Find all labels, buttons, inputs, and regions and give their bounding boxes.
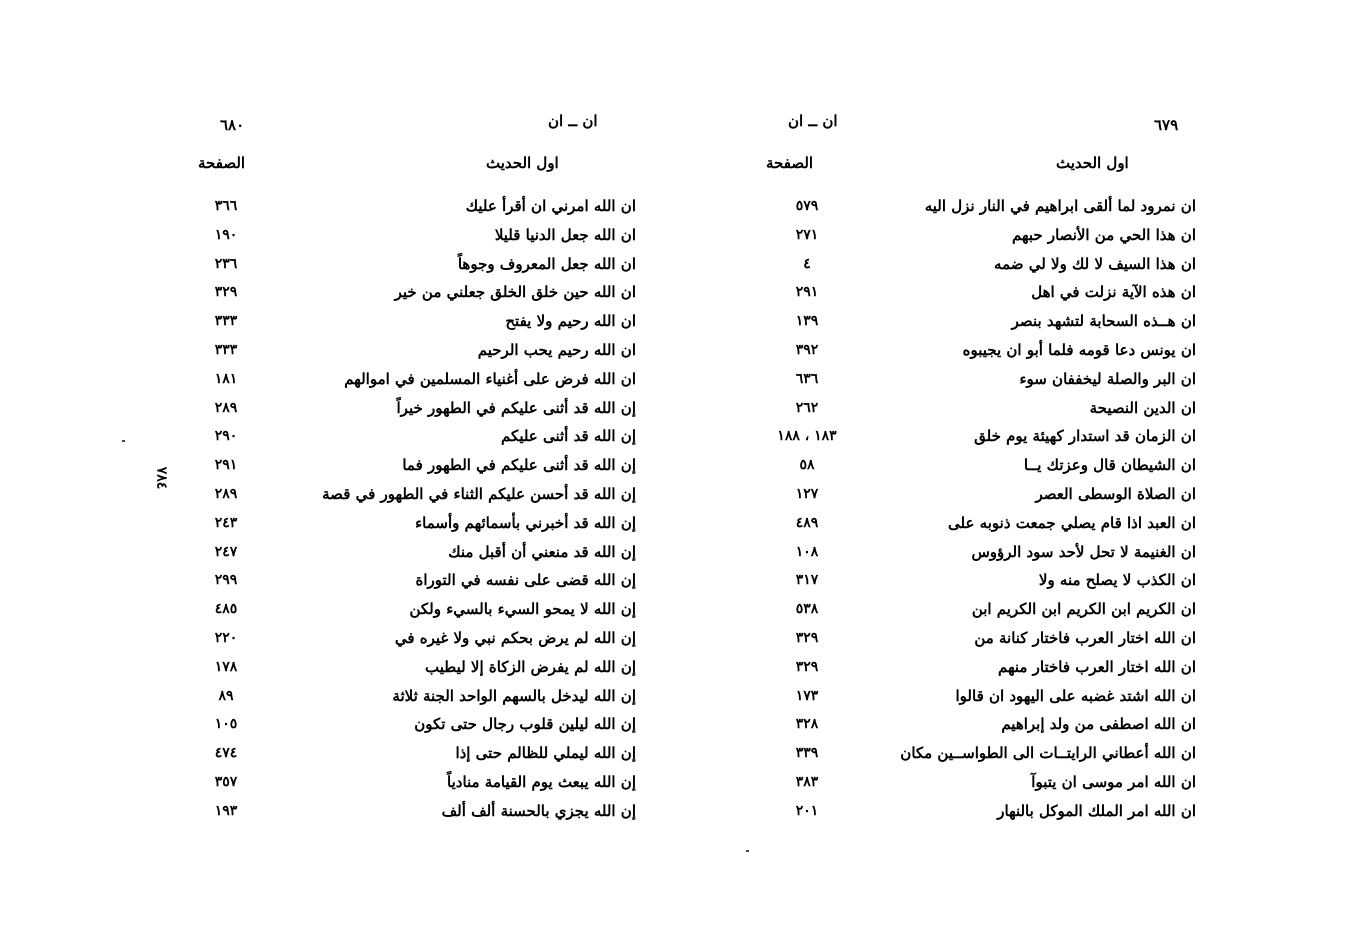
hadith-opening: ان الله امر موسى ان يتبوآ <box>1031 772 1196 791</box>
hadith-opening: ان الله اصطفى من ولد إبراهيم <box>1001 715 1196 734</box>
hadith-opening: إن الله يجزي بالحسنة ألف ألف <box>441 801 636 820</box>
index-entry <box>740 768 1220 797</box>
hadith-opening: ان يونس دعا قومه فلما أبو ان يجيبوه <box>962 340 1196 359</box>
hadith-opening: إن الله قد أثنى عليكم في الطهور خيراً <box>396 398 636 417</box>
hadith-opening: ان هذا الحي من الأنصار حبهم <box>1011 225 1196 244</box>
hadith-opening: ان الله رحيم يحب الرحيم <box>477 340 636 359</box>
index-entry <box>180 480 660 509</box>
page-reference: ٣٢٩ <box>214 284 238 301</box>
page-reference: ١٠٥ <box>214 716 238 733</box>
index-entry <box>180 451 660 480</box>
index-entry <box>180 595 660 624</box>
page-reference: ٢٣٦ <box>214 255 238 272</box>
index-entry <box>740 480 1220 509</box>
hadith-opening: ان هــذه السحابة لتشهد بنصر <box>1011 312 1196 331</box>
page-reference: ٤٧٤ <box>214 745 238 762</box>
hadith-opening: ان الله أعطاني الرايتــات الى الطواســين مكان <box>900 744 1196 763</box>
hadith-opening: إن الله ليلين قلوب رجال حتى تكون <box>414 715 636 734</box>
page-reference: ٢٨٩ <box>214 399 238 416</box>
hadith-opening: ان الله اشتد غضبه على اليهود ان قالوا <box>955 686 1196 705</box>
page-reference: ٢٩١ <box>214 457 238 474</box>
hadith-opening: ان البر والصلة ليخففان سوء <box>1019 369 1196 388</box>
index-entry <box>740 278 1220 307</box>
index-entry <box>740 451 1220 480</box>
index-entry <box>180 739 660 768</box>
column-header-page: الصفحة <box>198 154 246 172</box>
right-page <box>740 0 1220 938</box>
hadith-opening: ان الشيطان قال وعزتك يــا <box>1023 456 1196 475</box>
hadith-opening: ان الله امرني ان أقرأ عليك <box>465 197 636 215</box>
page-reference: ١٧٨ <box>214 658 238 675</box>
hadith-opening: ان هذه الآية نزلت في اهل <box>1031 283 1196 302</box>
index-entry <box>180 509 660 538</box>
index-entry <box>180 538 660 567</box>
page-reference: ٥٧٩ <box>795 198 819 214</box>
page-reference: ١٣٩ <box>795 313 819 330</box>
index-entry <box>180 682 660 711</box>
index-entry <box>740 797 1220 826</box>
hadith-opening: إن الله قضى على نفسه في التوراة <box>415 571 636 590</box>
page-reference: ٣٢٩ <box>795 658 819 675</box>
hadith-opening: ان العبد اذا قام يصلي جمعت ذنوبه على <box>948 513 1196 532</box>
index-entry <box>180 192 660 221</box>
index-entry <box>740 566 1220 595</box>
hadith-opening: ان الله امر الملك الموكل بالنهار <box>997 801 1196 820</box>
hadith-opening: ان الكريم ابن الكريم ابن الكريم ابن <box>971 600 1196 619</box>
page-reference: ٣٣٣ <box>214 313 238 330</box>
page-reference: ٢٢٠ <box>214 629 238 646</box>
index-entry <box>740 336 1220 365</box>
page-reference: ٢٨٩ <box>214 485 238 502</box>
hadith-opening: ان الغنيمة لا تحل لأحد سود الرؤوس <box>971 542 1196 561</box>
index-entry <box>740 682 1220 711</box>
index-entry <box>740 221 1220 250</box>
page-reference: ٢٠١ <box>795 802 819 819</box>
page-reference: ٣٨٣ <box>795 773 819 790</box>
page-reference: ٢٧١ <box>795 226 819 243</box>
index-entry <box>740 509 1220 538</box>
index-entry <box>180 768 660 797</box>
hadith-opening: ان الله جعل الدنيا قليلا <box>494 225 636 244</box>
page-number: ٦٧٩ <box>1154 116 1179 134</box>
page-reference: ٢٤٣ <box>214 514 238 531</box>
binding-margin-number: ٧٨٤ <box>153 466 170 490</box>
column-header-page: الصفحة <box>766 154 814 172</box>
hadith-opening: ان الله اختار العرب فاختار منهم <box>997 657 1196 676</box>
index-entry <box>180 710 660 739</box>
index-entry <box>180 307 660 336</box>
page-reference: ١٨٣ ، ١٨٨ <box>777 428 837 445</box>
page-reference: ٤٨٥ <box>214 601 238 618</box>
page-reference: ١٧٣ <box>795 687 819 704</box>
index-entry <box>740 307 1220 336</box>
index-entry <box>180 797 660 826</box>
page-reference: ٥٨ <box>799 457 815 474</box>
page-reference: ٢٩٠ <box>214 428 238 445</box>
index-entry <box>740 538 1220 567</box>
index-entry <box>180 422 660 451</box>
hadith-opening: ان نمرود لما ألقى ابراهيم في النار نزل اليه <box>924 197 1196 215</box>
index-entry <box>180 278 660 307</box>
index-entry <box>180 221 660 250</box>
index-entry <box>740 595 1220 624</box>
hadith-opening: إن الله قد أخبرني بأسمائهم وأسماء <box>415 513 636 532</box>
page-reference: ٣٥٧ <box>214 773 238 790</box>
index-entry <box>180 250 660 279</box>
hadith-opening: ان الكذب لا يصلح منه ولا <box>1038 571 1196 590</box>
page-reference: ٣٢٨ <box>795 716 819 733</box>
page-reference: ٣١٧ <box>795 572 819 589</box>
index-entry <box>740 422 1220 451</box>
index-entry <box>740 710 1220 739</box>
hadith-opening: إن الله لم يرض بحكم نبي ولا غيره في <box>394 628 636 647</box>
page-reference: ١٩٠ <box>214 226 238 243</box>
index-entry <box>740 653 1220 682</box>
hadith-opening: ان الله جعل المعروف وجوهاً <box>457 254 636 273</box>
hadith-opening: ان الله رحيم ولا يفتح <box>505 312 636 331</box>
index-entry <box>180 365 660 394</box>
page-reference: ٢٦٢ <box>795 399 819 416</box>
column-header-hadith: اول الحديث <box>486 154 559 172</box>
index-entry <box>180 336 660 365</box>
hadith-opening: إن الله قد منعني أن أقبل منك <box>448 542 636 561</box>
column-header-hadith: اول الحديث <box>1056 154 1129 172</box>
index-entry <box>740 624 1220 653</box>
left-page <box>180 0 660 938</box>
hadith-opening: ان الصلاة الوسطى العصر <box>1035 484 1196 503</box>
hadith-opening: إن الله قد أثنى عليكم في الطهور فما <box>402 456 636 475</box>
hadith-opening: إن الله قد أحسن عليكم الثناء في الطهور في قصة <box>322 484 636 503</box>
index-entry <box>740 250 1220 279</box>
page-reference: ٢٩١ <box>795 284 819 301</box>
page-reference: ١٢٧ <box>795 485 819 502</box>
page-reference: ٦٣٦ <box>795 370 819 387</box>
page-reference: ٤٨٩ <box>795 514 819 531</box>
page-reference: ١٩٣ <box>214 802 238 819</box>
hadith-opening: ان الله فرض على أغنياء المسلمين في اموالهم <box>344 369 636 388</box>
hadith-opening: ان الدين النصيحة <box>1089 398 1196 417</box>
page-reference: ٥٣٨ <box>795 601 819 618</box>
index-entry <box>180 624 660 653</box>
page-reference: ٨٩ <box>218 687 234 704</box>
hadith-opening: إن الله ليدخل بالسهم الواحد الجنة ثلاثة <box>392 686 636 705</box>
index-entry <box>180 566 660 595</box>
page-reference: ٤ <box>803 255 811 272</box>
page-number: ٦٨٠ <box>220 116 245 134</box>
index-entry <box>740 394 1220 423</box>
hadith-opening: إن الله لم يفرض الزكاة إلا ليطيب <box>425 657 636 676</box>
hadith-opening: إن الله يبعث يوم القيامة منادياً <box>447 772 636 791</box>
hadith-opening: إن الله ليملي للظالم حتى إذا <box>455 744 636 763</box>
page-reference: ٣٦٦ <box>214 198 238 214</box>
running-head: ان ــ ان <box>548 112 598 130</box>
page-reference: ٢٩٩ <box>214 572 238 589</box>
page-reference: ٣٣٩ <box>795 745 819 762</box>
index-entry <box>740 192 1220 221</box>
index-entry <box>740 365 1220 394</box>
hadith-opening: ان هذا السيف لا لك ولا لي ضمه <box>994 254 1196 273</box>
hadith-opening: إن الله لا يمحو السيء بالسيء ولكن <box>409 600 636 619</box>
page-reference: ١٠٨ <box>795 543 819 560</box>
hadith-opening: ان الزمان قد استدار كهيئة يوم خلق <box>974 427 1196 446</box>
index-entry <box>740 739 1220 768</box>
page-reference: ٣٣٣ <box>214 341 238 358</box>
page-reference: ٣٩٢ <box>795 341 819 358</box>
page-reference: ٢٤٧ <box>214 543 238 560</box>
hadith-opening: ان الله حين خلق الخلق جعلني من خير <box>394 283 636 302</box>
page-reference: ١٨١ <box>214 370 238 387</box>
index-entry <box>180 394 660 423</box>
hadith-index-list <box>740 192 1220 826</box>
index-entry <box>180 653 660 682</box>
hadith-opening: إن الله قد أثنى عليكم <box>501 427 636 446</box>
hadith-opening: ان الله اختار العرب فاختار كنانة من <box>974 628 1196 647</box>
scan-speck <box>122 440 125 442</box>
running-head: ان ــ ان <box>788 112 838 130</box>
page-reference: ٣٢٩ <box>795 629 819 646</box>
hadith-index-list <box>180 192 660 826</box>
